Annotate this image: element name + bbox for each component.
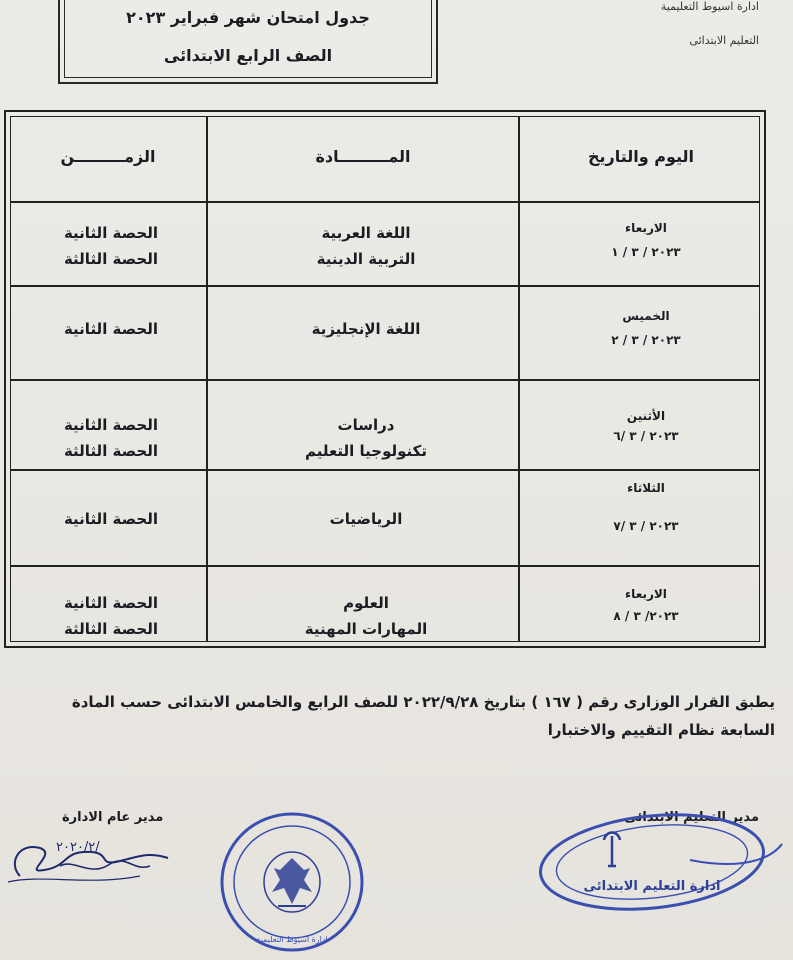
- row-4-day: الثلاثاء: [627, 481, 665, 495]
- row-3-subject-1: دراسات: [337, 416, 395, 434]
- row-divider: [11, 469, 759, 471]
- primary-education-director-title: مدير التعليم الابتدائى: [624, 810, 759, 825]
- org-line-2: التعليم الابتدائى: [689, 34, 759, 47]
- row-4-date: ٢٠٢٣ / ٣ /٧: [613, 519, 679, 533]
- ministry-stamp-icon: [212, 806, 372, 956]
- table-inner-frame: [10, 116, 760, 642]
- exam-schedule-table: [4, 110, 766, 648]
- row-5-subject-1: العلوم: [343, 594, 389, 612]
- primary-education-stamp-icon: [520, 800, 790, 920]
- handwritten-signature: [0, 828, 180, 898]
- general-director-title: مدير عام الادارة: [62, 810, 164, 825]
- decree-note-line-2: السابعة نظام التقييم والاختبارا: [547, 721, 775, 739]
- row-divider: [11, 285, 759, 287]
- title-box: [58, 0, 438, 84]
- row-1-period-2: الحصة الثالثة: [63, 250, 159, 268]
- row-1-period-1: الحصة الثانية: [63, 224, 159, 242]
- row-1-day: الاربعاء: [625, 221, 667, 235]
- decree-note-line-1: يطبق القرار الوزارى رقم ( ١٦٧ ) بتاريخ ٢٠٢٢/٩/٢٨ للصف الرابع والخامس الابتدائى حسب المادة: [71, 693, 775, 711]
- row-1-subject-2: التربية الدينية: [316, 250, 416, 268]
- row-4-period-1: الحصة الثانية: [63, 510, 159, 528]
- row-divider: [11, 379, 759, 381]
- row-2-day: الخميس: [622, 309, 670, 323]
- stamp-ring-text: ادارة اسيوط التعليمية: [256, 935, 328, 944]
- row-5-day: الاربعاء: [625, 587, 667, 601]
- col-header-date: اليوم والتاريخ: [587, 147, 695, 166]
- row-1-subject-1: اللغة العربية: [321, 224, 411, 242]
- row-2-subject-1: اللغة الإنجليزية: [311, 320, 421, 338]
- col-header-time: الزمـــــــــن: [60, 147, 156, 166]
- row-3-period-1: الحصة الثانية: [63, 416, 159, 434]
- row-3-period-2: الحصة الثالثة: [63, 442, 159, 460]
- row-3-subject-2: تكنولوجيا التعليم: [304, 442, 428, 460]
- row-divider: [11, 565, 759, 567]
- row-5-period-2: الحصة الثالثة: [63, 620, 159, 638]
- row-2-period-1: الحصة الثانية: [63, 320, 159, 338]
- row-3-day: الأثنين: [626, 409, 666, 423]
- row-2-date: ٢٠٢٣ / ٣ / ٢: [611, 333, 681, 347]
- row-5-period-1: الحصة الثانية: [63, 594, 159, 612]
- row-5-subject-2: المهارات المهنية: [304, 620, 428, 638]
- stamp-oval-text: ادارة التعليم الابتدائى: [583, 879, 721, 894]
- row-1-date: ٢٠٢٣ / ٣ / ١: [611, 245, 681, 259]
- row-divider: [11, 201, 759, 203]
- signature-date: ٢٠٢٠/٢/: [56, 840, 100, 855]
- grade-label: الصف الرابع الابتدائى: [163, 46, 333, 65]
- row-4-subject-1: الرياضيات: [329, 510, 403, 528]
- org-line-1: ادارة اسيوط التعليمية: [660, 0, 759, 13]
- document-title: جدول امتحان شهر فبراير ٢٠٢٣: [126, 8, 370, 27]
- row-5-date: ٢٠٢٣/ ٣ / ٨: [613, 609, 679, 623]
- col-header-subject: المـــــــــادة: [315, 147, 411, 166]
- row-3-date: ٢٠٢٣ / ٣ /٦: [613, 429, 679, 443]
